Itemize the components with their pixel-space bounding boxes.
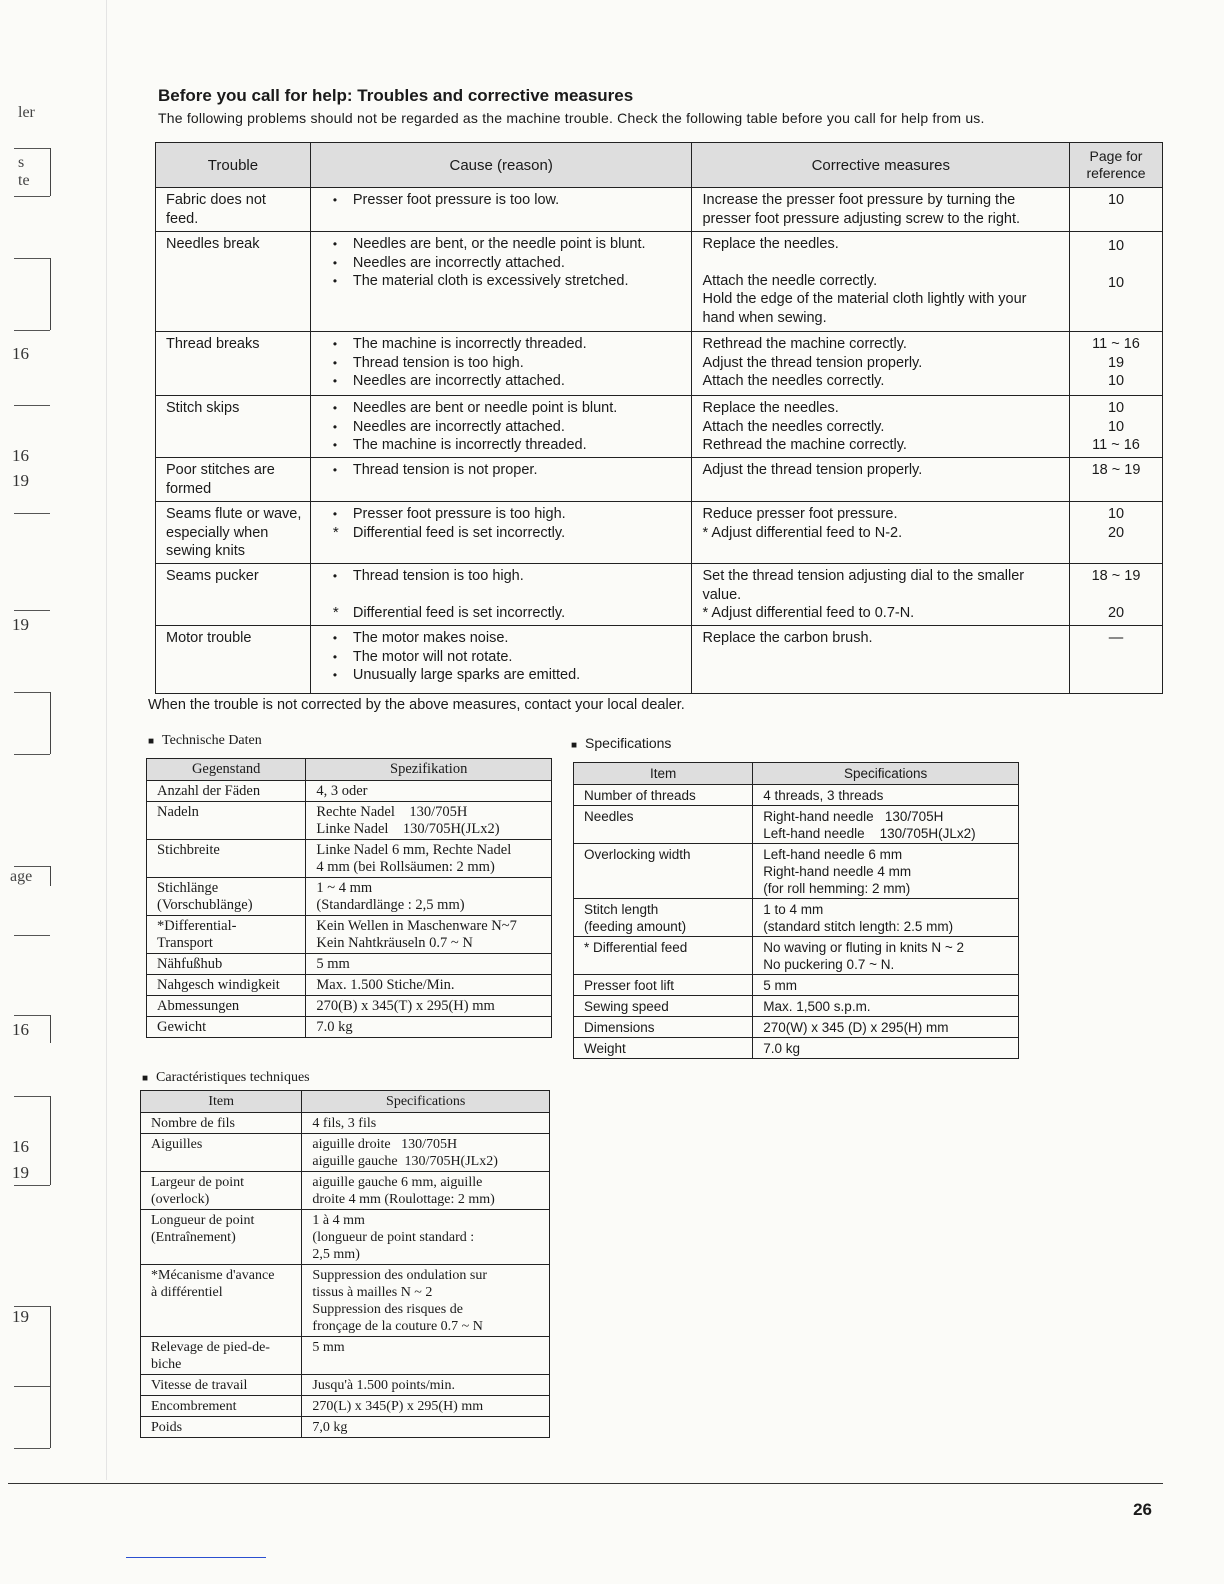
- spec-item-cell: Nähfußhub: [147, 954, 306, 975]
- table-row: [574, 785, 1019, 806]
- spec-item-cell: Relevage de pied-de- biche: [141, 1337, 302, 1375]
- spec-value-cell: Kein Wellen in Maschenware N~7 Kein Nahtkräuseln 0.7 ~ N: [306, 916, 552, 954]
- table-row: [147, 975, 552, 996]
- cause-cell: • Thread tension is too high. * Differential feed is set incorrectly.: [310, 564, 692, 626]
- spec-item-cell: Abmessungen: [147, 996, 306, 1017]
- header-measures: Corrective measures: [692, 143, 1070, 188]
- spec-value-cell: 5 mm: [753, 975, 1019, 996]
- section-heading-de: ■ Technische Daten: [148, 733, 262, 748]
- margin-number: 19: [12, 1163, 29, 1182]
- page-title: Before you call for help: Troubles and corrective measures: [158, 86, 634, 105]
- table-row: [156, 458, 1163, 502]
- measures-cell: Replace the needles. Attach the needles correctly. Rethread the machine correctly.: [692, 396, 1070, 458]
- table-row: [574, 1038, 1019, 1059]
- measures-cell: Set the thread tension adjusting dial to the smaller value. * Adjust differential feed to 0.7-N.: [692, 564, 1070, 626]
- table-row: [156, 502, 1163, 564]
- spec-value-cell: Suppression des ondulation sur tissus à mailles N ~ 2 Suppression des risques de fronçage de la couture 0.7 ~ N: [302, 1265, 550, 1337]
- header-item: Gegenstand: [147, 759, 306, 781]
- margin-number: 16: [12, 1137, 29, 1156]
- cause-cell: • Thread tension is not proper.: [310, 458, 692, 502]
- footnote: When the trouble is not corrected by the above measures, contact your local dealer.: [148, 697, 685, 713]
- spec-item-cell: Dimensions: [574, 1017, 753, 1038]
- spec-value-cell: Max. 1,500 s.p.m.: [753, 996, 1019, 1017]
- trouble-table: [155, 142, 1163, 694]
- header-spec: Spezifikation: [306, 759, 552, 781]
- spec-value-cell: 1 ~ 4 mm (Standardlänge : 2,5 mm): [306, 878, 552, 916]
- spec-item-cell: Nadeln: [147, 802, 306, 840]
- page-number: 26: [1133, 1500, 1152, 1519]
- header-cause: Cause (reason): [310, 143, 692, 188]
- table-row: [156, 396, 1163, 458]
- spec-table-header: [147, 759, 552, 781]
- spec-item-cell: Presser foot lift: [574, 975, 753, 996]
- intro-text: The following problems should not be regarded as the machine trouble. Check the following table before you call for help from us.: [158, 110, 985, 126]
- cause-cell: • The machine is incorrectly threaded. • Thread tension is too high. • Needles are incorrectly attached.: [310, 332, 692, 396]
- page-cell: —: [1070, 626, 1163, 694]
- cause-cell: • Needles are bent or needle point is blunt. • Needles are incorrectly attached. • The machine is incorrectly threaded.: [310, 396, 692, 458]
- header-spec: Specifications: [302, 1091, 550, 1113]
- spec-value-cell: 270(W) x 345 (D) x 295(H) mm: [753, 1017, 1019, 1038]
- page-cell: 10: [1070, 188, 1163, 232]
- spec-item-cell: Longueur de point (Entraînement): [141, 1210, 302, 1265]
- table-row: [574, 975, 1019, 996]
- spec-item-cell: Weight: [574, 1038, 753, 1059]
- trouble-cell: Fabric does not feed.: [156, 188, 311, 232]
- spec-value-cell: Jusqu'à 1.500 points/min.: [302, 1375, 550, 1396]
- spec-table-body: [141, 1113, 550, 1438]
- blue-underline: [126, 1557, 266, 1558]
- bottom-rule: [8, 1483, 1163, 1484]
- table-row: [147, 840, 552, 878]
- header-item: Item: [574, 763, 753, 785]
- binding-guide: [106, 0, 107, 1480]
- page-cell: 18 ~ 19 20: [1070, 564, 1163, 626]
- spec-value-cell: 4, 3 oder: [306, 781, 552, 802]
- table-row: [574, 806, 1019, 844]
- spec-value-cell: 7.0 kg: [753, 1038, 1019, 1059]
- trouble-cell: Thread breaks: [156, 332, 311, 396]
- measures-cell: Rethread the machine correctly. Adjust the thread tension properly. Attach the needles correctly.: [692, 332, 1070, 396]
- spec-value-cell: Left-hand needle 6 mm Right-hand needle 4 mm (for roll hemming: 2 mm): [753, 844, 1019, 899]
- table-row: [141, 1113, 550, 1134]
- cause-cell: • Needles are bent, or the needle point is blunt. • Needles are incorrectly attached. • The material cloth is excessively stretched.: [310, 232, 692, 332]
- spec-item-cell: Stichlänge (Vorschublänge): [147, 878, 306, 916]
- spec-item-cell: *Mécanisme d'avance à différentiel: [141, 1265, 302, 1337]
- spec-item-cell: Anzahl der Fäden: [147, 781, 306, 802]
- spec-item-cell: Poids: [141, 1417, 302, 1438]
- spec-value-cell: 4 threads, 3 threads: [753, 785, 1019, 806]
- spec-item-cell: Vitesse de travail: [141, 1375, 302, 1396]
- trouble-cell: Seams pucker: [156, 564, 311, 626]
- trouble-cell: Needles break: [156, 232, 311, 332]
- spec-item-cell: *Differential- Transport: [147, 916, 306, 954]
- measures-cell: Adjust the thread tension properly.: [692, 458, 1070, 502]
- spec-value-cell: aiguille gauche 6 mm, aiguille droite 4 mm (Roulottage: 2 mm): [302, 1172, 550, 1210]
- spec-item-cell: Nombre de fils: [141, 1113, 302, 1134]
- margin-number: 16: [12, 344, 29, 363]
- spec-value-cell: Max. 1.500 Stiche/Min.: [306, 975, 552, 996]
- table-row: [147, 781, 552, 802]
- spec-value-cell: Right-hand needle 130/705H Left-hand needle 130/705H(JLx2): [753, 806, 1019, 844]
- margin-number: 16: [12, 1020, 29, 1039]
- spec-value-cell: 1 à 4 mm (longueur de point standard : 2,5 mm): [302, 1210, 550, 1265]
- spec-value-cell: aiguille droite 130/705H aiguille gauche 130/705H(JLx2): [302, 1134, 550, 1172]
- square-bullet-icon: ■: [142, 1073, 149, 1084]
- table-row: [141, 1396, 550, 1417]
- table-row: [147, 916, 552, 954]
- trouble-cell: Stitch skips: [156, 396, 311, 458]
- margin-number: 19: [12, 1307, 29, 1326]
- table-row: [156, 332, 1163, 396]
- square-bullet-icon: ■: [148, 736, 155, 747]
- table-row: [156, 564, 1163, 626]
- table-row: [574, 899, 1019, 937]
- table-row: [141, 1134, 550, 1172]
- page-cell: 10 10 11 ~ 16: [1070, 396, 1163, 458]
- cause-cell: • The motor makes noise. • The motor will not rotate. • Unusually large sparks are emitted.: [310, 626, 692, 694]
- table-row: [574, 937, 1019, 975]
- table-row: [147, 954, 552, 975]
- table-row: [147, 878, 552, 916]
- spec-item-cell: Nahgesch windigkeit: [147, 975, 306, 996]
- measures-cell: Reduce presser foot pressure. * Adjust differential feed to N-2.: [692, 502, 1070, 564]
- table-row: [574, 1017, 1019, 1038]
- section-heading-en: ■ Specifications: [571, 735, 672, 751]
- margin-number: 19: [12, 615, 29, 634]
- trouble-cell: Poor stitches are formed: [156, 458, 311, 502]
- margin-fragment: ler: [18, 104, 35, 121]
- spec-item-cell: Needles: [574, 806, 753, 844]
- spec-item-cell: Encombrement: [141, 1396, 302, 1417]
- margin-fragment: te: [18, 172, 30, 189]
- table-row: [147, 1017, 552, 1038]
- spec-item-cell: Gewicht: [147, 1017, 306, 1038]
- page-cell: 10 10: [1070, 232, 1163, 332]
- trouble-cell: Seams flute or wave, especially when sewing knits: [156, 502, 311, 564]
- measures-cell: Replace the carbon brush.: [692, 626, 1070, 694]
- table-row: [141, 1265, 550, 1337]
- spec-item-cell: Number of threads: [574, 785, 753, 806]
- spec-item-cell: Stitch length (feeding amount): [574, 899, 753, 937]
- spec-table-en: [573, 762, 1019, 1059]
- spec-value-cell: 5 mm: [302, 1337, 550, 1375]
- margin-fragment: age: [10, 868, 33, 885]
- spec-item-cell: Stichbreite: [147, 840, 306, 878]
- table-row: [141, 1210, 550, 1265]
- cause-cell: • Presser foot pressure is too low.: [310, 188, 692, 232]
- spec-value-cell: Rechte Nadel 130/705H Linke Nadel 130/705H(JLx2): [306, 802, 552, 840]
- table-row: [141, 1375, 550, 1396]
- spec-value-cell: No waving or fluting in knits N ~ 2 No puckering 0.7 ~ N.: [753, 937, 1019, 975]
- page-cell: 18 ~ 19: [1070, 458, 1163, 502]
- table-row: [141, 1172, 550, 1210]
- table-row: [147, 802, 552, 840]
- spec-value-cell: 5 mm: [306, 954, 552, 975]
- spec-value-cell: 1 to 4 mm (standard stitch length: 2.5 mm): [753, 899, 1019, 937]
- table-row: [574, 844, 1019, 899]
- spec-item-cell: Largeur de point (overlock): [141, 1172, 302, 1210]
- table-row: [156, 232, 1163, 332]
- section-heading-fr: ■ Caractéristiques techniques: [142, 1070, 310, 1085]
- page-cell: 11 ~ 16 19 10: [1070, 332, 1163, 396]
- spec-item-cell: * Differential feed: [574, 937, 753, 975]
- spec-value-cell: Linke Nadel 6 mm, Rechte Nadel 4 mm (bei Rollsäumen: 2 mm): [306, 840, 552, 878]
- spec-item-cell: Sewing speed: [574, 996, 753, 1017]
- table-row: [156, 188, 1163, 232]
- measures-cell: Increase the presser foot pressure by turning the presser foot pressure adjusting screw to the right.: [692, 188, 1070, 232]
- spec-table-de: [146, 758, 552, 1038]
- measures-cell: Replace the needles. Attach the needle correctly. Hold the edge of the material cloth lightly with your hand when sewing.: [692, 232, 1070, 332]
- page-cell: 10 20: [1070, 502, 1163, 564]
- header-page: Page for reference: [1070, 143, 1163, 188]
- spec-value-cell: 7.0 kg: [306, 1017, 552, 1038]
- spec-value-cell: 270(B) x 345(T) x 295(H) mm: [306, 996, 552, 1017]
- spec-table-body: [147, 781, 552, 1038]
- margin-number: 19: [12, 471, 29, 490]
- table-row: [141, 1417, 550, 1438]
- trouble-table-header: [156, 143, 1163, 188]
- spec-item-cell: Overlocking width: [574, 844, 753, 899]
- cause-cell: • Presser foot pressure is too high. * Differential feed is set incorrectly.: [310, 502, 692, 564]
- spec-value-cell: 7,0 kg: [302, 1417, 550, 1438]
- header-item: Item: [141, 1091, 302, 1113]
- trouble-cell: Motor trouble: [156, 626, 311, 694]
- table-row: [141, 1337, 550, 1375]
- margin-fragment: s: [18, 154, 25, 171]
- header-spec: Specifications: [753, 763, 1019, 785]
- margin-number: 16: [12, 446, 29, 465]
- spec-value-cell: 4 fils, 3 fils: [302, 1113, 550, 1134]
- spec-table-header: [141, 1091, 550, 1113]
- table-row: [156, 626, 1163, 694]
- table-row: [574, 996, 1019, 1017]
- header-trouble: Trouble: [156, 143, 311, 188]
- spec-table-fr: [140, 1090, 550, 1438]
- spec-value-cell: 270(L) x 345(P) x 295(H) mm: [302, 1396, 550, 1417]
- spec-table-body: [574, 785, 1019, 1059]
- table-row: [147, 996, 552, 1017]
- spec-item-cell: Aiguilles: [141, 1134, 302, 1172]
- square-bullet-icon: ■: [571, 740, 578, 751]
- spec-table-header: [574, 763, 1019, 785]
